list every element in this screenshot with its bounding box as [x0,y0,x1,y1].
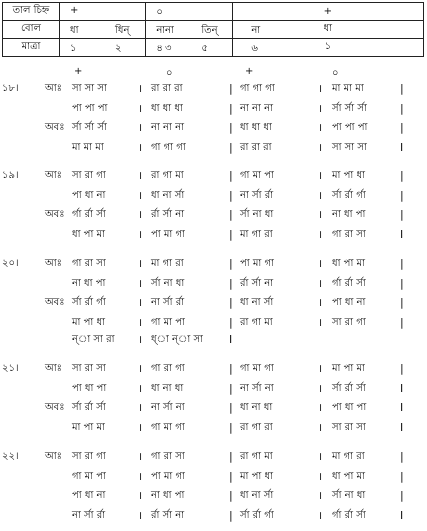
swara-group: মা পা মা [332,363,365,374]
barline: | [229,509,233,522]
swara-group: র্সা না ধা [240,209,274,220]
matra-number: ১ [324,41,332,52]
barline: | [229,169,233,182]
swara-group: মা পা মা [72,422,105,433]
barline: | [229,316,233,329]
bol-syllable: ধিন্ [115,25,130,36]
swara-group: মা গা রা [240,229,273,240]
swara-group: মা মা মা [72,142,104,153]
barline: | [400,82,404,95]
swara-group: পা ধা পা [72,383,107,394]
barline: । [318,489,323,502]
barline: | [229,102,233,115]
matra-number: ৪ [156,43,163,54]
barline: । [318,316,323,329]
barline: | [229,470,233,483]
swara-group: রা গা মা [151,170,184,181]
barline: I [400,509,404,522]
swara-group: ধা না ধা [240,402,273,413]
barline: | [229,121,233,134]
matra-number: ১ [70,43,77,54]
swara-group: র্সা না ধা [332,490,366,501]
taal-cell [60,3,146,21]
swara-group: রা গা মা [240,317,273,328]
swara-group: র্রা র্সা না [240,278,274,289]
swara-group: সা রা গা [72,451,106,462]
swara-group: র্গা র্রা র্সা [332,278,366,289]
barline: । [318,362,323,375]
barline: । [138,121,143,134]
notation-row [0,141,427,155]
swara-group: র্সা র্রা র্সা [72,402,106,413]
barline: । [318,382,323,395]
swara-group: ধা না র্সা [240,297,274,308]
barline: | [229,362,233,375]
barline: । [318,102,323,115]
barline: । [138,489,143,502]
barline: । [138,450,143,463]
taal-row-marks [3,3,424,21]
swara-group: র্গা র্রা র্সা [72,209,106,220]
swara-group: র্গা র্রা র্সা [332,510,366,521]
barline: I [400,401,404,414]
notation-row [0,362,427,376]
barline: । [318,401,323,414]
abaroha-label: অবঃ [45,297,65,308]
swara-group: সা রা সা [72,363,106,374]
swara-group: মা পা ধা [332,170,366,181]
taal-header-marks: তাল চিহ্ন [3,3,60,21]
swara-group: না ধা পা [151,490,185,501]
notation-row [0,102,427,116]
swara-group: পা মা গা [240,258,274,269]
swara-group: সা সা সা [72,83,107,94]
barline: । [138,316,143,329]
swara-group: রা রা রা [240,142,272,153]
matra-number: ৩ [165,43,172,54]
swara-group: ধা পা মা [72,229,106,240]
swara-group: গা মা গা [151,422,185,433]
swara-group: না ধা পা [332,209,366,220]
swara-group: না র্সা না [240,383,274,394]
barline: | [229,82,233,95]
swara-group: গা গা গা [151,142,186,153]
swara-group: পা ধা না [72,190,106,201]
taal-header-matra: মাত্রা [3,39,60,57]
barline: | [229,296,233,309]
swara-group: মা পা ধা [240,471,274,482]
swara-group: গা মা গা [240,363,274,374]
barline: | [400,208,404,221]
barline: । [138,102,143,115]
barline: | [400,362,404,375]
swara-group: ধ্‌া ন্‌া সা [151,334,203,345]
taal-cell [60,39,172,57]
barline: । [318,277,323,290]
barline: । [318,121,323,134]
swara-group: র্রা র্সা না [151,510,185,521]
notation-row [0,382,427,396]
barline: | [400,450,404,463]
barline: | [229,421,233,434]
swara-group: মা মা মা [332,83,364,94]
bol-syllable: না [251,25,261,36]
barline: । [138,382,143,395]
barline: । [318,82,323,95]
notation-row [0,82,427,96]
notation-row [0,228,427,242]
swara-group: ধা পা মা [332,258,366,269]
barline: | [229,489,233,502]
bol-syllable: না [156,25,166,36]
taal-mark: + [70,5,79,16]
exercise-number: ১৯। [2,170,19,181]
notation-row [0,169,427,183]
swara-group: ধা না র্সা [240,490,274,501]
barline: | [229,277,233,290]
barline: । [138,333,143,346]
beat-mark: ০ [332,68,339,79]
swara-group: র্সা র্রা র্গা [332,190,366,201]
abaroha-label: অবঃ [45,122,65,133]
notation-row [0,421,427,435]
taal-cell [232,3,423,21]
barline: । [138,401,143,414]
swara-group: রা গা রা [240,422,273,433]
barline: । [138,141,143,154]
notation-row [0,470,427,484]
swara-group: ধা ধা ধা [151,103,183,114]
taal-table [2,2,424,57]
swara-group: মা পা ধা [72,317,106,328]
barline: । [318,509,323,522]
exercise-number: ২২। [2,451,19,462]
swara-group: না না না [151,122,184,133]
beat-mark: + [245,66,254,77]
swara-group: গা মা পা [240,170,274,181]
taal-cell [60,21,174,39]
taal-mark: + [323,6,332,17]
swara-group: রা গা মা [240,451,273,462]
swara-group: না র্সা র্রা [72,510,106,521]
swara-group: র্সা র্রা র্সা [332,383,366,394]
swara-group: না র্সা না [151,402,185,413]
swara-group: গা রা গা [151,363,185,374]
beat-marks [0,66,427,78]
barline: | [229,257,233,270]
exercise-number: ১৮। [2,83,19,94]
barline: | [229,141,233,154]
taal-row-matra [3,39,424,57]
abaroha-label: অবঃ [45,402,65,413]
swara-group: গা মা পা [151,317,185,328]
notation-row [0,121,427,135]
aroha-label: আঃ [45,83,62,94]
barline: । [318,141,323,154]
barline: । [318,450,323,463]
barline: | [229,450,233,463]
taal-cell [146,21,261,39]
swara-group: গা গা গা [240,83,275,94]
notation-row [0,509,427,523]
exercise-number: ২১। [2,363,19,374]
taal-cell [146,3,232,21]
swara-group: র্সা র্রা র্গা [240,510,274,521]
barline: । [138,509,143,522]
barline: । [318,257,323,270]
barline: । [138,169,143,182]
notation-row [0,277,427,291]
barline: | [400,489,404,502]
barline: । [138,470,143,483]
barline: | [229,208,233,221]
barline: I [400,141,404,154]
matra-number: ৫ [201,43,208,54]
barline: । [138,257,143,270]
swara-group: পা মা গা [151,471,185,482]
swara-group: পা ধা না [72,490,106,501]
swara-group: র্সা র্সা র্সা [72,122,107,133]
barline: | [400,257,404,270]
swara-group: রা রা রা [151,83,183,94]
swara-group: সা রা গা [332,317,366,328]
barline: । [318,296,323,309]
barline: । [138,228,143,241]
barline: I [400,228,404,241]
bol-syllable: না [165,25,174,36]
barline: | [229,228,233,241]
barline: | [400,169,404,182]
matra-number: ২ [115,43,122,54]
barline: | [400,296,404,309]
taal-cell [232,21,423,39]
barline: | [229,401,233,414]
swara-group: পা পা পা [72,103,108,114]
taal-header-bol: বোল [3,21,60,39]
matra-number: ৬ [251,43,258,54]
barline: । [318,228,323,241]
barline: । [138,421,143,434]
barline: | [400,121,404,134]
taal-cell [146,39,258,57]
barline: । [318,421,323,434]
swara-group: মা গা রা [151,258,184,269]
barline: | [400,470,404,483]
swara-group: র্সা র্সা র্সা [332,103,367,114]
swara-group: পা ধা না [332,297,366,308]
swara-group: না র্সা র্রা [240,190,274,201]
taal-row-bol [3,21,424,39]
barline: । [138,208,143,221]
swara-group: না না না [240,103,273,114]
bol-syllable: তিন্ [201,25,218,36]
swara-group: ধা ধা ধা [240,122,272,133]
barline: । [318,189,323,202]
aroha-label: আঃ [45,170,62,181]
exercise-number: ২০। [2,258,19,269]
barline: | [229,382,233,395]
swara-group: র্সা র্রা র্গা [72,297,106,308]
barline: । [138,82,143,95]
swara-group: গা মা পা [72,471,106,482]
bol-syllable: ধা [70,25,79,36]
barline: । [318,169,323,182]
swara-group: গা রা সা [332,229,366,240]
swara-group: পা মা গা [151,229,185,240]
swara-group: না ধা পা [72,278,106,289]
barline: । [318,470,323,483]
barline: | [400,316,404,329]
bol-syllable: ধা [323,23,333,34]
swara-group: সা সা সা [332,142,367,153]
barline: । [138,362,143,375]
aroha-label: আঃ [45,451,62,462]
abaroha-label: অবঃ [45,209,65,220]
barline: | [400,102,404,115]
swara-group: সা রা গা [72,170,106,181]
taal-cell [232,39,423,57]
aroha-label: আঃ [45,258,62,269]
barline: । [138,189,143,202]
swara-group: ধা পা মা [332,471,366,482]
barline: | [400,277,404,290]
beat-mark: ০ [166,68,173,79]
swara-group: মা গা রা [332,451,365,462]
swara-group: না র্সা র্রা [151,297,185,308]
swara-group: গা রা সা [72,258,106,269]
notation-row [0,189,427,203]
barline: | [229,189,233,202]
barline: I [229,333,233,346]
beat-mark: + [74,66,83,77]
swara-group: গা রা সা [151,451,185,462]
barline: । [138,296,143,309]
barline: । [318,208,323,221]
swara-group: সা রা সা [332,422,366,433]
notation-row [0,450,427,464]
swara-group: র্রা র্সা না [151,209,185,220]
aroha-label: আঃ [45,363,62,374]
taal-mark: ০ [156,7,163,18]
notation-row [0,296,427,310]
swara-group: ন্‌া সা রা [72,334,115,345]
notation-row [0,257,427,271]
swara-group: র্সা না ধা [151,278,185,289]
swara-group: ধা না র্সা [151,190,185,201]
barline: | [400,189,404,202]
swara-group: ধা না ধা [151,383,184,394]
swara-group: পা ধা পা [332,402,367,413]
notation-row [0,208,427,222]
swara-group: পা পা পা [332,122,368,133]
barline: I [400,382,404,395]
barline: I [400,421,404,434]
notation-row [0,316,427,330]
notation-row [0,401,427,415]
notation-row [0,489,427,503]
barline: । [138,277,143,290]
notation-row [0,333,427,347]
